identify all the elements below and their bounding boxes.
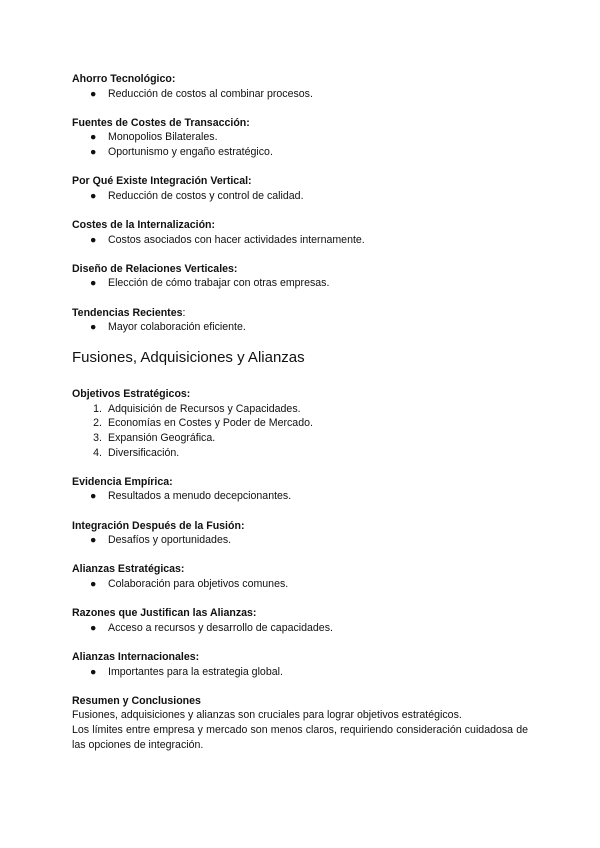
bullet-list (72, 233, 528, 248)
bullet-list (72, 577, 528, 592)
section-costes-internalizacion (72, 218, 528, 247)
list-item: ● Costos asociados con hacer actividades internamente. (90, 233, 365, 246)
section-diseno-relaciones (72, 262, 528, 291)
section-heading: Por Qué Existe Integración Vertical: (72, 175, 252, 188)
list-item: ● Importantes para la estrategia global. (90, 665, 283, 678)
bullet-icon: ● (90, 145, 97, 158)
list-item: ● Mayor colaboración eficiente. (90, 321, 246, 334)
section-objetivos (72, 387, 528, 460)
list-item: 1. Adquisición de Recursos y Capacidades. (72, 402, 528, 417)
list-number: 2. (93, 417, 102, 430)
list-item: ● Desafíos y oportunidades. (90, 534, 232, 547)
list-item: ● Elección de cómo trabajar con otras empresas. (90, 277, 330, 290)
bullet-list (72, 276, 528, 291)
section-heading: Diseño de Relaciones Verticales: (72, 262, 238, 275)
section-razones-alianzas (72, 606, 528, 635)
section-heading: Integración Después de la Fusión: (72, 519, 245, 532)
bullet-icon: ● (90, 534, 97, 547)
section-heading: Objetivos Estratégicos: (72, 388, 191, 401)
bullet-list (72, 87, 528, 102)
section-tendencias (72, 306, 528, 335)
bullet-icon: ● (90, 665, 97, 678)
list-item: ● Reducción de costos y control de calidad. (90, 189, 304, 202)
list-item: ● Oportunismo y engaño estratégico. (90, 145, 273, 158)
section-heading: Alianzas Estratégicas: (72, 563, 185, 576)
list-number: 3. (93, 432, 102, 445)
section-heading: Costes de la Internalización: (72, 218, 216, 231)
section-heading: Razones que Justifican las Alianzas: (72, 607, 257, 620)
list-item: 3. Expansión Geográfica. (72, 431, 528, 446)
paragraph: Fusiones, adquisiciones y alianzas son cruciales para lograr objetivos estratégicos. (72, 709, 462, 722)
section-alianzas-estrategicas (72, 562, 528, 591)
list-item: 2. Economías en Costes y Poder de Mercado. (72, 416, 528, 431)
section-heading: Resumen y Conclusiones (72, 694, 201, 707)
section-integracion-vertical (72, 174, 528, 203)
section-heading: Ahorro Tecnológico: (72, 73, 176, 85)
bullet-icon: ● (90, 277, 97, 290)
bullet-list (72, 621, 528, 636)
list-item: ● Monopolios Bilaterales. (90, 131, 218, 144)
section-evidencia-empirica (72, 475, 528, 504)
section-integracion-fusion (72, 519, 528, 548)
bullet-list (72, 189, 528, 204)
section-heading: Evidencia Empírica: (72, 475, 173, 488)
list-item: ● Reducción de costos al combinar procesos. (90, 87, 313, 100)
bullet-icon: ● (90, 621, 97, 634)
section-heading: Tendencias Recientes: (72, 306, 186, 319)
list-item: 4. Diversificación. (72, 446, 528, 461)
list-item: ● Resultados a menudo decepcionantes. (90, 490, 292, 503)
bullet-list (72, 665, 528, 680)
list-item: ● Colaboración para objetivos comunes. (90, 578, 289, 590)
section-resumen (72, 694, 528, 752)
bullet-list (72, 533, 528, 548)
page-heading: Fusiones, Adquisiciones y Alianzas (72, 349, 305, 367)
section-ahorro-tecnologico (72, 72, 528, 101)
section-alianzas-internacionales (72, 650, 528, 679)
section-fuentes-costes (72, 116, 528, 160)
bullet-list (72, 489, 528, 504)
list-number: 1. (93, 402, 102, 415)
list-number: 4. (93, 446, 102, 459)
document-body (72, 72, 528, 767)
bullet-icon: ● (90, 87, 97, 100)
bullet-list (72, 320, 528, 335)
bullet-icon: ● (90, 131, 97, 144)
bullet-icon: ● (90, 490, 97, 503)
bullet-icon: ● (90, 189, 97, 202)
bullet-icon: ● (90, 578, 97, 590)
paragraph: Los límites entre empresa y mercado son menos claros, requiriendo consideración cuidadosa de las opciones de integración. (72, 723, 528, 751)
numbered-list (72, 402, 528, 460)
section-heading: Fuentes de Costes de Transacción: (72, 116, 250, 129)
bullet-icon: ● (90, 233, 97, 246)
bullet-list (72, 130, 528, 159)
bullet-icon: ● (90, 321, 97, 334)
list-item: ● Acceso a recursos y desarrollo de capacidades. (90, 621, 333, 634)
section-heading: Alianzas Internacionales: (72, 650, 200, 663)
